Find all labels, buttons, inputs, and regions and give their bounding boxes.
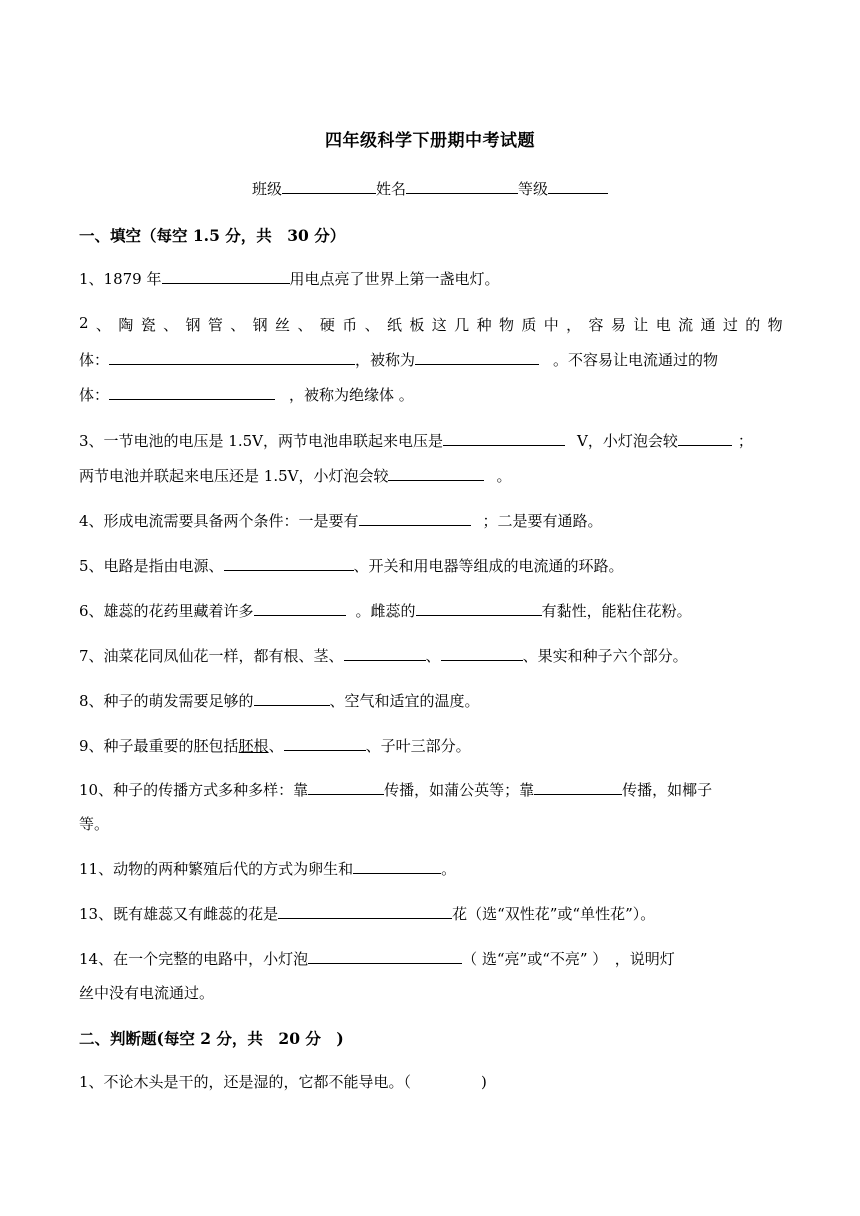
char: 过	[722, 316, 738, 334]
name-label: 姓名	[375, 180, 406, 198]
question-14-line-2	[79, 982, 783, 1003]
question-8	[79, 690, 783, 711]
question-text: 两节电池并联起来电压还是 1.5V，小灯泡会较	[79, 467, 389, 485]
question-text: 5、电路是指由电源、	[79, 557, 224, 575]
char: 钢	[252, 316, 268, 334]
question-2-line-3	[79, 384, 783, 405]
class-label: 班级	[251, 180, 282, 198]
question-9	[79, 735, 783, 756]
char: 几	[454, 316, 470, 334]
question-text: 体：	[79, 351, 110, 369]
answer-blank[interactable]	[443, 431, 565, 446]
question-text: 8、种子的萌发需要足够的	[79, 692, 254, 710]
page-title: 四年级科学下册期中考试题	[325, 131, 535, 151]
char: 2	[79, 314, 89, 332]
question-1	[79, 268, 783, 289]
char: 电	[655, 316, 671, 334]
question-4	[79, 510, 783, 531]
answer-blank[interactable]	[359, 511, 471, 526]
char: 这	[431, 316, 447, 334]
answer-blank[interactable]	[344, 646, 426, 661]
char: 通	[700, 316, 716, 334]
section-heading-fill-in: 一、填空（每空 1.5 分，共 30 分）	[79, 226, 346, 245]
question-text: )	[481, 1073, 487, 1091]
char: 物	[498, 316, 514, 334]
question-text: 9、种子最重要的胚包括	[79, 737, 239, 755]
question-2-line-1	[79, 314, 783, 335]
student-info-line	[0, 178, 860, 199]
question-text: 、开关和用电器等组成的电流通的环路。	[353, 557, 624, 575]
char: 让	[633, 316, 649, 334]
question-text: 传播，如蒲公英等；靠	[384, 781, 535, 799]
char: 板	[409, 316, 425, 334]
answer-blank[interactable]	[416, 601, 542, 616]
question-text: 11、动物的两种繁殖后代的方式为卵生和	[79, 860, 354, 878]
answer-blank[interactable]	[534, 780, 622, 795]
char: 、	[95, 316, 111, 334]
answer-blank[interactable]	[308, 949, 462, 964]
question-text: 4、形成电流需要具备两个条件：一是要有	[79, 512, 359, 530]
question-3-line-2	[79, 465, 783, 486]
answer-blank[interactable]	[224, 556, 354, 571]
char: 、	[297, 316, 313, 334]
grade-field[interactable]	[548, 179, 608, 194]
char: 、	[163, 316, 179, 334]
char: 的	[745, 316, 761, 334]
question-text: 。不容易让电流通过的物	[553, 351, 719, 369]
question-6	[79, 600, 783, 621]
char: 容	[588, 316, 604, 334]
question-text: ；	[737, 432, 753, 450]
question-text: 花（选“双性花”或“单性花”）。	[452, 905, 656, 923]
answer-blank[interactable]	[441, 646, 523, 661]
question-14-line-1	[79, 948, 783, 969]
question-text: 10、种子的传播方式多种多样：靠	[79, 781, 309, 799]
answer-blank[interactable]	[678, 431, 732, 446]
question-text: 7、油菜花同凤仙花一样，都有根、茎、	[79, 647, 344, 665]
question-text: 体：	[79, 386, 110, 404]
question-text: 1、1879 年	[79, 270, 162, 288]
judgment-question-1	[79, 1071, 783, 1092]
question-text: 。	[496, 467, 512, 485]
question-text: 13、既有雄蕊又有雌蕊的花是	[79, 905, 279, 923]
char: 硬	[319, 316, 335, 334]
char: 币	[342, 316, 358, 334]
grade-label: 等级	[518, 180, 549, 198]
question-3-line-1	[79, 430, 783, 451]
char: 丝	[275, 316, 291, 334]
char: 管	[207, 316, 223, 334]
answer-blank[interactable]	[109, 385, 275, 400]
question-text: ，被称为	[355, 351, 416, 369]
question-text: 。	[441, 860, 457, 878]
char: 钢	[185, 316, 201, 334]
answer-blank[interactable]	[254, 691, 330, 706]
question-5	[79, 555, 783, 576]
underlined-term: 胚根	[238, 737, 269, 755]
char: ，	[566, 316, 582, 334]
question-10-line-1	[79, 779, 783, 800]
section-heading-true-false: 二、判断题(每空 2 分，共 20 分 )	[79, 1029, 344, 1048]
question-text: 有黏性，能粘住花粉。	[541, 602, 692, 620]
question-text: （ 选“亮”或“不亮” ） ，说明灯	[462, 950, 675, 968]
answer-blank[interactable]	[353, 859, 441, 874]
question-text: 、空气和适宜的温度。	[329, 692, 480, 710]
answer-blank[interactable]	[284, 736, 366, 751]
char: 、	[364, 316, 380, 334]
question-2-line-2	[79, 349, 783, 370]
char: 物	[767, 316, 783, 334]
answer-blank[interactable]	[388, 466, 484, 481]
question-11	[79, 858, 783, 879]
question-text: ，被称为绝缘体 。	[289, 386, 414, 404]
question-13	[79, 903, 783, 924]
char: 、	[230, 316, 246, 334]
question-text: 14、在一个完整的电路中，小灯泡	[79, 950, 309, 968]
char: 种	[476, 316, 492, 334]
question-text: 、	[425, 647, 441, 665]
class-field[interactable]	[282, 179, 376, 194]
char: 纸	[387, 316, 403, 334]
question-text: 、果实和种子六个部分。	[522, 647, 688, 665]
char: 中	[543, 316, 559, 334]
question-text: 。雌蕊的	[355, 602, 416, 620]
answer-blank[interactable]	[254, 601, 346, 616]
char: 易	[610, 316, 626, 334]
question-7	[79, 645, 783, 666]
name-field[interactable]	[406, 179, 518, 194]
question-text: 6、雄蕊的花药里藏着许多	[79, 602, 254, 620]
char: 瓷	[140, 316, 156, 334]
question-text: 传播，如椰子	[622, 781, 713, 799]
question-text: 、	[268, 737, 284, 755]
answer-blank[interactable]	[162, 269, 290, 284]
question-text: V，小灯泡会较	[577, 432, 678, 450]
answer-blank[interactable]	[415, 350, 539, 365]
question-text: 1、不论木头是干的，还是湿的，它都不能导电。（	[79, 1073, 412, 1091]
char: 陶	[118, 316, 134, 334]
question-text: 等。	[79, 815, 110, 833]
question-text: 3、一节电池的电压是 1.5V，两节电池串联起来电压是	[79, 432, 444, 450]
question-text: 丝中没有电流通过。	[79, 984, 215, 1002]
question-text: 用电点亮了世界上第一盏电灯。	[289, 270, 500, 288]
question-text: 、子叶三部分。	[365, 737, 471, 755]
answer-blank[interactable]	[278, 904, 452, 919]
char: 流	[678, 316, 694, 334]
char: 质	[521, 316, 537, 334]
question-10-line-2	[79, 813, 783, 834]
answer-blank[interactable]	[308, 780, 384, 795]
answer-blank[interactable]	[109, 350, 355, 365]
question-text: ；二是要有通路。	[482, 512, 603, 530]
